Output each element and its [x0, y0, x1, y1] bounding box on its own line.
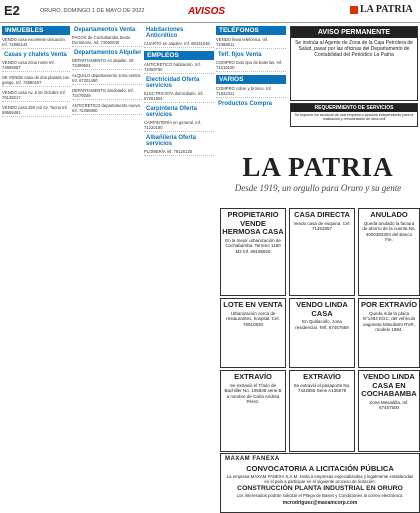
classified-ad: COMPRO cobre y bronce. Inf. 71832311: [216, 86, 286, 98]
classified-ad: CUARTO en alquiler. Inf. 68431048: [144, 41, 214, 48]
classified-ad: VENDO casa Av. 6 de Octubre Inf. 76138217: [2, 90, 70, 102]
category-heading: Departamentos Alquiler: [74, 50, 142, 56]
category-heading: TELÉFONOS: [216, 26, 286, 35]
convocatoria-title: CONVOCATORIA A LICITACIÓN PÚBLICA: [246, 464, 394, 473]
category-heading: EMPLEOS: [144, 51, 214, 60]
ad-vendo-casa-cbba: VENDO LINDA CASA EN COCHABAMBA Zona Mesadilla, Inf. 67457500: [358, 370, 420, 452]
category-heading: Electricidad Oferta servicios: [146, 77, 200, 89]
requirements-body: Se requiere los servicios de una empresa o persona independiente para la realización y remodelación de obra civil: [294, 113, 414, 122]
classified-ad: ELECTRICISTA domiciliario. Inf. 67291804: [144, 91, 214, 103]
classified-ad: VENDO casa 250 m2 Av. Tacna Inf. 69565461: [2, 105, 70, 117]
convocatoria-box: [220, 453, 420, 513]
page-header: [0, 0, 420, 23]
column-2: [72, 24, 142, 444]
category-heading: Carpintería Oferta servicios: [146, 106, 198, 118]
requirements-box: [290, 103, 418, 127]
aviso-permanente-box: [290, 26, 418, 101]
classified-ad: VENDO línea telefónica. Inf. 72488811: [216, 37, 286, 49]
page-date: ORURO, DOMINGO 1 DE MAYO DE 2022: [40, 8, 145, 14]
classified-ad: ALQUILO departamento zona centro. Inf. 67201450: [72, 73, 142, 83]
category-heading: VARIOS: [216, 75, 286, 84]
ad-extravio-1: EXTRAVÍO Se extravió el Título de Bachiller No. 105838 serie B a nombre de Carla Andrea Pérez.: [220, 370, 286, 452]
ad-vendo-casa: VENDO LINDA CASA En Quillacollo, zona residencial. Telf. 67457559: [289, 298, 355, 368]
classified-ad: ANTICRETICO departamento nuevo. Inf. 72456060: [72, 103, 142, 113]
classified-ad: COMPRO todo tipo de baterías. Inf. 71216100: [216, 60, 286, 72]
column-1: [2, 24, 70, 444]
classified-ad: DEPARTAMENTO amoblado. Inf. 72475049: [72, 88, 142, 100]
category-heading: Albañilería Oferta servicios: [146, 135, 197, 147]
requirements-title: REQUERIMIENTO DE SERVICIOS: [291, 104, 417, 112]
ad-lote-venta: LOTE EN VENTA Urbanización cerca de restaurantes, hospital. Cel. 76910830: [220, 298, 286, 368]
maxam-logo: MAXAM FANEXA: [225, 456, 280, 462]
page-number: E2: [4, 3, 20, 18]
ad-por-extravio: POR EXTRAVÍO Queda nula la placa N°1484 EGC, del vehículo vagoneta Mitsubishi RVR, modelo 1994.: [358, 298, 420, 368]
category-heading: Habitaciones Anticrético: [146, 27, 184, 39]
classified-ad: VENDO casa zona norte Inf. 72695557: [2, 60, 70, 72]
classified-ad: CARPINTERÍA en general. Inf. 71220180: [144, 120, 214, 132]
convocatoria-body: La empresa MAXAM FANEXA S.A.M. invita a empresas especializadas y legalmente establecidas en el país a participar en el siguiente proceso de licitación:: [226, 474, 414, 485]
logo-mark-icon: [350, 6, 358, 14]
category-heading: INMUEBLES: [2, 26, 70, 35]
ad-anulado: ANULADO Queda anulado la factura de ahorro de la cuenta No. 4000383304 del Banco Fie.: [358, 208, 420, 296]
convocatoria-body-2: Los interesados podrán solicitar el Pliego de Bases y Condiciones al correo electrónico:: [236, 493, 404, 499]
category-heading: Casas y chalets Venta: [4, 52, 67, 58]
classified-ad: SE VENDE casa de dos plantas con garaje. Inf. 72690157: [2, 75, 70, 85]
classified-ad: VENDO casa excelente ubicación. Inf. 72685144: [2, 37, 70, 49]
convocatoria-subtitle: CONSTRUCCIÓN PLANTA INDUSTRIAL EN ORURO: [237, 485, 403, 493]
classified-ad: ANTICRETICO habitación. Inf. 72458790: [144, 62, 214, 74]
classified-ad: PLOMERÍA Inf. 79120135: [144, 149, 214, 156]
classified-ad: DEPARTAMENTO en alquiler. Inf. 72499601: [72, 58, 142, 70]
lapatria-banner: [220, 152, 416, 198]
lapatria-slogan: Desde 1919, un orgullo para Oruro y su gente: [234, 183, 402, 193]
ad-propietario: PROPIETARIO VENDE HERMOSA CASA En la mejor urbanización de Cochabamba. Terreno 1180 M2 Inf. 69195620: [220, 208, 286, 296]
lapatria-logo: LA PATRIA: [242, 152, 394, 182]
classified-ad: PAGOS de Cochabamba Sexto Dormitorio. Inf. 72692840: [72, 35, 142, 47]
convocatoria-email: mcrodriguez@maxamcorp.com: [282, 499, 358, 506]
category-heading: Telf. fijos Venta: [218, 52, 262, 58]
category-heading: Departamentos Venta: [74, 27, 136, 33]
aviso-body: Se insinúa al Agente de Zona de la Caja Petrolera de Salud, pasar por las oficinas del Departamento de Contabilidad del Periódico La Patria: [295, 40, 413, 59]
ad-extravio-2: EXTRAVÍO Se extravió el pasaporte No. 7422555 Serie A135679: [289, 370, 355, 452]
section-title: AVISOS: [188, 6, 226, 17]
ad-casa-directa: CASA DIRECTA Vendo casa de esquina. Cel. 71452857: [289, 208, 355, 296]
aviso-title: AVISO PERMANENTE: [291, 27, 417, 38]
column-3: [144, 24, 214, 444]
newspaper-logo: LA PATRIA: [350, 4, 413, 15]
category-heading: Productos Compra: [218, 101, 273, 107]
